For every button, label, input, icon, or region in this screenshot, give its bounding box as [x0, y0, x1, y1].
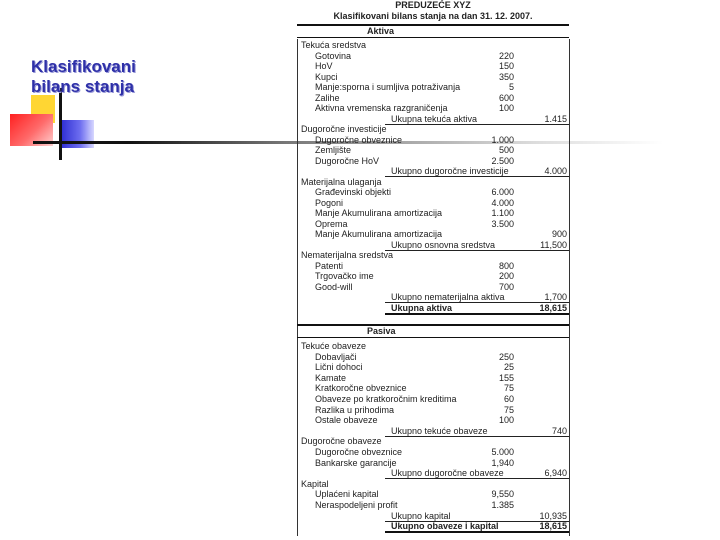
row-value: 220 [498, 50, 514, 61]
pasiva-row [297, 362, 569, 372]
row-label: Ukupno tekuće obaveze [391, 425, 488, 436]
row-label: Bankarske garancije [315, 457, 397, 468]
balance-sheet-document [297, 0, 569, 540]
row-label: Trgovačko ime [315, 271, 374, 281]
row-label: Dugoročne investicije [301, 124, 387, 134]
row-label: Patenti [315, 260, 344, 271]
aktiva-row [297, 114, 569, 124]
pasiva-row [297, 415, 569, 425]
row-label: Materijalna ulaganja [301, 176, 382, 187]
row-label: Kapital [301, 478, 329, 489]
aktiva-row [297, 166, 569, 176]
pasiva-row [297, 511, 569, 521]
row-total: 4.000 [544, 166, 567, 176]
row-total: 11,500 [540, 239, 567, 250]
row-value: 150 [498, 61, 514, 71]
row-label: Manje:sporna i sumljiva potraživanja [315, 82, 461, 92]
row-value: 25 [503, 362, 514, 373]
aktiva-row [297, 51, 569, 61]
row-value: 250 [498, 351, 514, 362]
pasiva-row [297, 458, 569, 468]
aktiva-row [297, 282, 569, 292]
pasiva-row [297, 500, 569, 510]
row-value: 800 [498, 260, 514, 271]
pasiva-row [297, 394, 569, 404]
pasiva-row [297, 521, 569, 531]
row-total: 18,615 [539, 521, 567, 532]
row-label: Ukupno osnovna sredstva [391, 239, 496, 250]
row-total: 10,935 [539, 510, 567, 521]
row-label: Tekuće obaveze [301, 341, 367, 351]
row-label: Ukupno obaveze i kapital [391, 521, 499, 532]
row-value: 4.000 [491, 197, 514, 208]
pasiva-row [297, 405, 569, 415]
row-label: Zalihe [315, 92, 340, 103]
aktiva-row [297, 82, 569, 92]
pasiva-row [297, 373, 569, 383]
row-label: Manje Akumulirana amortizacija [315, 208, 443, 218]
aktiva-row [297, 187, 569, 197]
row-label: Kamate [315, 372, 347, 383]
row-label: Ukupna aktiva [391, 302, 453, 313]
row-label: Ukupno kapital [391, 510, 451, 521]
aktiva-row [297, 145, 569, 155]
row-label: Kupci [315, 71, 338, 82]
section-heading-aktiva [297, 24, 569, 38]
row-value: 600 [498, 92, 514, 103]
pasiva-row [297, 436, 569, 446]
row-total: 1,700 [544, 292, 567, 302]
row-label: Ostale obaveze [315, 415, 378, 426]
row-total: 18,615 [539, 302, 567, 313]
aktiva-row [297, 156, 569, 166]
aktiva-row [297, 72, 569, 82]
row-value: 5.000 [491, 447, 514, 457]
aktiva-row [297, 124, 569, 134]
pasiva-row [297, 468, 569, 478]
row-label: Uplaćeni kapital [315, 489, 379, 500]
pasiva-row [297, 352, 569, 362]
aktiva-row [297, 292, 569, 302]
row-value: 1.100 [491, 208, 514, 218]
row-label: Good-will [315, 281, 353, 292]
row-label: Nematerijalna sredstva [301, 250, 394, 260]
row-label: Kratkoročne obveznice [315, 383, 407, 394]
aktiva-row [297, 198, 569, 208]
section-heading-pasiva [297, 324, 569, 338]
row-label: Dobavljači [315, 351, 357, 362]
row-label: Oprema [315, 218, 348, 229]
row-label: Neraspodeljeni profit [315, 500, 398, 510]
row-value: 1.000 [491, 134, 514, 145]
row-value: 2.500 [491, 155, 514, 166]
row-label: Tekuća sredstva [301, 40, 367, 50]
row-value: 155 [498, 372, 514, 383]
row-label: Ukupna tekuća aktiva [391, 113, 478, 124]
row-value: 6.000 [491, 187, 514, 197]
row-total: 740 [551, 425, 567, 436]
pasiva-row [297, 383, 569, 393]
row-total: 6,940 [544, 468, 567, 479]
row-value: 3.500 [491, 218, 514, 229]
row-label: Aktivna vremenska razgraničenja [315, 103, 448, 113]
pasiva-row [297, 341, 569, 351]
row-value: 1,940 [491, 457, 514, 468]
document-header [297, 0, 569, 22]
row-value: 100 [498, 103, 514, 113]
row-total: 1.415 [544, 113, 567, 124]
aktiva-row [297, 229, 569, 239]
row-label: Obaveze po kratkoročnim kreditima [315, 394, 457, 404]
aktiva-row [297, 177, 569, 187]
row-label: Ukupno dugoročne investicije [391, 166, 509, 176]
pasiva-row [297, 447, 569, 457]
row-label: Dugoročne HoV [315, 155, 380, 166]
row-value: 1.385 [491, 500, 514, 510]
aktiva-row [297, 208, 569, 218]
slide-title [31, 57, 136, 97]
row-value: 75 [503, 383, 514, 394]
row-label: HoV [315, 61, 333, 71]
row-value: 100 [498, 415, 514, 426]
row-label: Manje Akumulirana amortizacija [315, 229, 443, 239]
row-label: Dugoročne obaveze [301, 436, 382, 447]
aktiva-row [297, 240, 569, 250]
row-value: 60 [503, 394, 514, 404]
pasiva-row [297, 489, 569, 499]
aktiva-row [297, 61, 569, 71]
row-value: 700 [498, 281, 514, 292]
aktiva-row [297, 93, 569, 103]
subtotal-rule [385, 531, 569, 533]
row-label: Ukupno dugoročne obaveze [391, 468, 504, 479]
row-label: Građevinski objekti [315, 187, 392, 197]
row-label: Dugoročne obveznice [315, 447, 403, 457]
row-value: 200 [498, 271, 514, 281]
pasiva-row [297, 426, 569, 436]
aktiva-row [297, 135, 569, 145]
company-name: PREDUZEĆE XYZ [395, 0, 471, 10]
aktiva-row [297, 261, 569, 271]
row-label: Gotovina [315, 50, 352, 61]
aktiva-row [297, 103, 569, 113]
row-value: 75 [503, 404, 514, 415]
decor-vertical-line [59, 88, 62, 160]
document-subtitle: Klasifikovani bilans stanja na dan 31. 12. 2007. [333, 11, 533, 21]
row-value: 500 [498, 145, 514, 155]
row-label: Razlika u prihodima [315, 404, 395, 415]
subtotal-rule [385, 313, 569, 315]
row-label: Lični dohoci [315, 362, 363, 373]
row-label: Pogoni [315, 197, 344, 208]
row-value: 350 [498, 71, 514, 82]
aktiva-row [297, 271, 569, 281]
aktiva-heading-label: Aktiva [367, 26, 395, 36]
aktiva-row [297, 219, 569, 229]
row-label: Dugoročne obveznice [315, 134, 403, 145]
slide-title-line2: bilans stanja [31, 77, 134, 96]
aktiva-row [297, 40, 569, 50]
row-total: 900 [551, 229, 567, 239]
aktiva-row [297, 303, 569, 313]
row-label: Zemljište [315, 145, 352, 155]
pasiva-heading-label: Pasiva [367, 326, 396, 336]
slide-title-line1: Klasifikovani [31, 57, 136, 76]
row-value: 9,550 [491, 489, 514, 500]
aktiva-row [297, 250, 569, 260]
row-label: Ukupno nematerijalna aktiva [391, 292, 505, 302]
pasiva-row [297, 479, 569, 489]
row-value: 5 [508, 82, 514, 92]
